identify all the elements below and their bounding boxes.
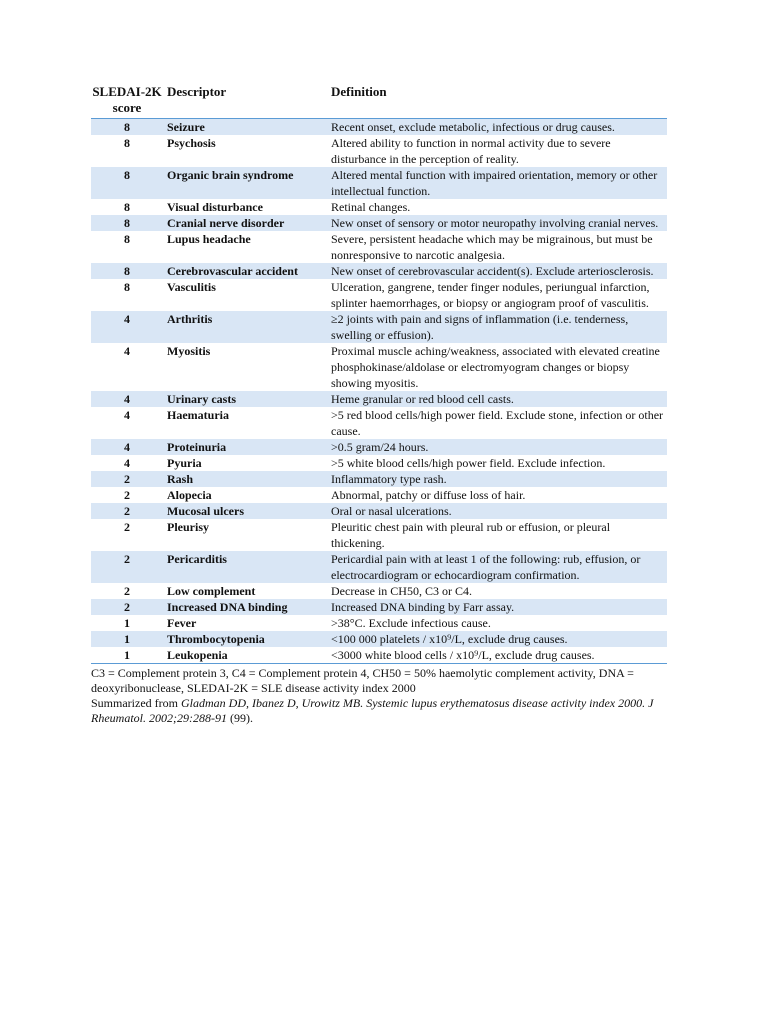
score-cell: 2: [124, 584, 130, 598]
header-score: SLEDAI-2K score: [91, 81, 163, 119]
source-prefix: Summarized from: [91, 696, 181, 710]
definition-cell: Heme granular or red blood cell casts.: [327, 391, 667, 407]
definition-cell: Recent onset, exclude metabolic, infectious or drug causes.: [327, 119, 667, 136]
descriptor-cell: Proteinuria: [163, 439, 327, 455]
score-cell: 8: [91, 215, 163, 231]
definition-cell: Retinal changes.: [331, 200, 411, 214]
abbreviations-note: C3 = Complement protein 3, C4 = Complement protein 4, CH50 = 50% haemolytic complement activity, DNA = deoxyribonuclease, SLEDAI-2K = SLE disease activity index 2000: [91, 666, 634, 695]
definition-cell: New onset of sensory or motor neuropathy involving cranial nerves.: [327, 215, 667, 231]
score-cell: 2: [91, 503, 163, 519]
score-cell: 8: [124, 232, 130, 246]
table-row: [91, 631, 667, 647]
table-row: [91, 391, 667, 407]
header-descriptor: Descriptor: [163, 81, 327, 119]
table-row: [91, 519, 667, 551]
score-cell: 1: [91, 647, 163, 664]
definition-cell: >38°C. Exclude infectious cause.: [331, 616, 491, 630]
score-cell: 2: [91, 551, 163, 583]
definition-cell: Ulceration, gangrene, tender finger nodules, periungual infarction, splinter haemorrhages, or biopsy or angiogram proof of vasculitis.: [331, 280, 650, 310]
descriptor-cell: Low complement: [167, 584, 256, 598]
table-row: [91, 263, 667, 279]
definition-cell: Increased DNA binding by Farr assay.: [327, 599, 667, 615]
definition-cell: ≥2 joints with pain and signs of inflammation (i.e. tenderness, swelling or effusion).: [327, 311, 667, 343]
table-row: [91, 599, 667, 615]
score-cell: 8: [91, 263, 163, 279]
sledai-table: [91, 81, 667, 664]
descriptor-cell: Alopecia: [167, 488, 212, 502]
score-cell: 4: [91, 311, 163, 343]
source-citation: Gladman DD, Ibanez D, Urowitz MB. Systemic lupus erythematosus disease activity index 2000. J Rheumatol. 2002;29:288-91: [91, 696, 654, 725]
table-row: [91, 343, 667, 391]
descriptor-cell: Cerebrovascular accident: [163, 263, 327, 279]
score-cell: 4: [91, 391, 163, 407]
table-row: [91, 167, 667, 199]
definition-cell: Oral or nasal ulcerations.: [327, 503, 667, 519]
table-row: [91, 119, 667, 136]
score-cell: 2: [91, 471, 163, 487]
score-cell: 2: [124, 520, 130, 534]
table-container: [91, 81, 669, 726]
descriptor-cell: Increased DNA binding: [163, 599, 327, 615]
definition-cell: Pericardial pain with at least 1 of the following: rub, effusion, or electrocardiogram or echocardiogram confirmation.: [327, 551, 667, 583]
score-cell: 1: [124, 616, 130, 630]
descriptor-cell: Rash: [163, 471, 327, 487]
descriptor-cell: Urinary casts: [163, 391, 327, 407]
score-cell: 8: [124, 280, 130, 294]
table-row: [91, 455, 667, 471]
score-cell: 2: [91, 599, 163, 615]
definition-cell: <3000 white blood cells / x10⁹/L, exclude drug causes.: [327, 647, 667, 664]
score-cell: 1: [91, 631, 163, 647]
descriptor-cell: Pleurisy: [167, 520, 209, 534]
definition-cell: >5 white blood cells/high power field. Exclude infection.: [331, 456, 606, 470]
score-cell: 8: [124, 136, 130, 150]
descriptor-cell: Pyuria: [167, 456, 202, 470]
table-row: [91, 439, 667, 455]
table-header-row: [91, 81, 667, 119]
table-body: [91, 119, 667, 664]
definition-cell: New onset of cerebrovascular accident(s). Exclude arteriosclerosis.: [327, 263, 667, 279]
table-footnotes: [91, 666, 669, 726]
score-cell: 8: [91, 119, 163, 136]
descriptor-cell: Fever: [167, 616, 197, 630]
definition-cell: Proximal muscle aching/weakness, associated with elevated creatine phosphokinase/aldolase or electromyogram changes or biopsy showing myositis.: [331, 344, 660, 390]
definition-cell: >5 red blood cells/high power field. Exclude stone, infection or other cause.: [331, 408, 664, 438]
score-cell: 8: [124, 200, 130, 214]
definition-cell: Altered mental function with impaired orientation, memory or other intellectual function.: [327, 167, 667, 199]
descriptor-cell: Pericarditis: [163, 551, 327, 583]
table-row: [91, 231, 667, 263]
score-cell: 4: [91, 439, 163, 455]
descriptor-cell: Vasculitis: [167, 280, 216, 294]
table-row: [91, 215, 667, 231]
table-row: [91, 503, 667, 519]
descriptor-cell: Organic brain syndrome: [163, 167, 327, 199]
table-row: [91, 551, 667, 583]
descriptor-cell: Cranial nerve disorder: [163, 215, 327, 231]
table-row: [91, 135, 667, 167]
descriptor-cell: Lupus headache: [167, 232, 251, 246]
table-row: [91, 199, 667, 215]
definition-cell: Pleuritic chest pain with pleural rub or effusion, or pleural thickening.: [331, 520, 611, 550]
table-row: [91, 407, 667, 439]
definition-cell: <100 000 platelets / x10⁹/L, exclude drug causes.: [327, 631, 667, 647]
table-row: [91, 487, 667, 503]
score-cell: 4: [124, 456, 130, 470]
definition-cell: Inflammatory type rash.: [327, 471, 667, 487]
descriptor-cell: Myositis: [167, 344, 211, 358]
descriptor-cell: Arthritis: [163, 311, 327, 343]
definition-cell: Abnormal, patchy or diffuse loss of hair.: [331, 488, 526, 502]
score-cell: 8: [91, 167, 163, 199]
score-cell: 4: [124, 344, 130, 358]
header-definition: Definition: [327, 81, 667, 119]
score-cell: 4: [124, 408, 130, 422]
source-suffix: (99).: [226, 711, 253, 725]
score-cell: 2: [124, 488, 130, 502]
definition-cell: Altered ability to function in normal activity due to severe disturbance in the perception of reality.: [331, 136, 611, 166]
descriptor-cell: Psychosis: [167, 136, 216, 150]
descriptor-cell: Thrombocytopenia: [163, 631, 327, 647]
descriptor-cell: Mucosal ulcers: [163, 503, 327, 519]
table-row: [91, 615, 667, 631]
definition-cell: Decrease in CH50, C3 or C4.: [331, 584, 472, 598]
definition-cell: >0.5 gram/24 hours.: [327, 439, 667, 455]
descriptor-cell: Haematuria: [167, 408, 229, 422]
source-note: [91, 696, 669, 726]
definition-cell: Severe, persistent headache which may be migrainous, but must be nonresponsive to narcotic analgesia.: [331, 232, 653, 262]
descriptor-cell: Seizure: [163, 119, 327, 136]
descriptor-cell: Leukopenia: [163, 647, 327, 664]
table-row: [91, 647, 667, 664]
table-row: [91, 471, 667, 487]
descriptor-cell: Visual disturbance: [167, 200, 263, 214]
table-row: [91, 311, 667, 343]
table-row: [91, 279, 667, 311]
table-row: [91, 583, 667, 599]
